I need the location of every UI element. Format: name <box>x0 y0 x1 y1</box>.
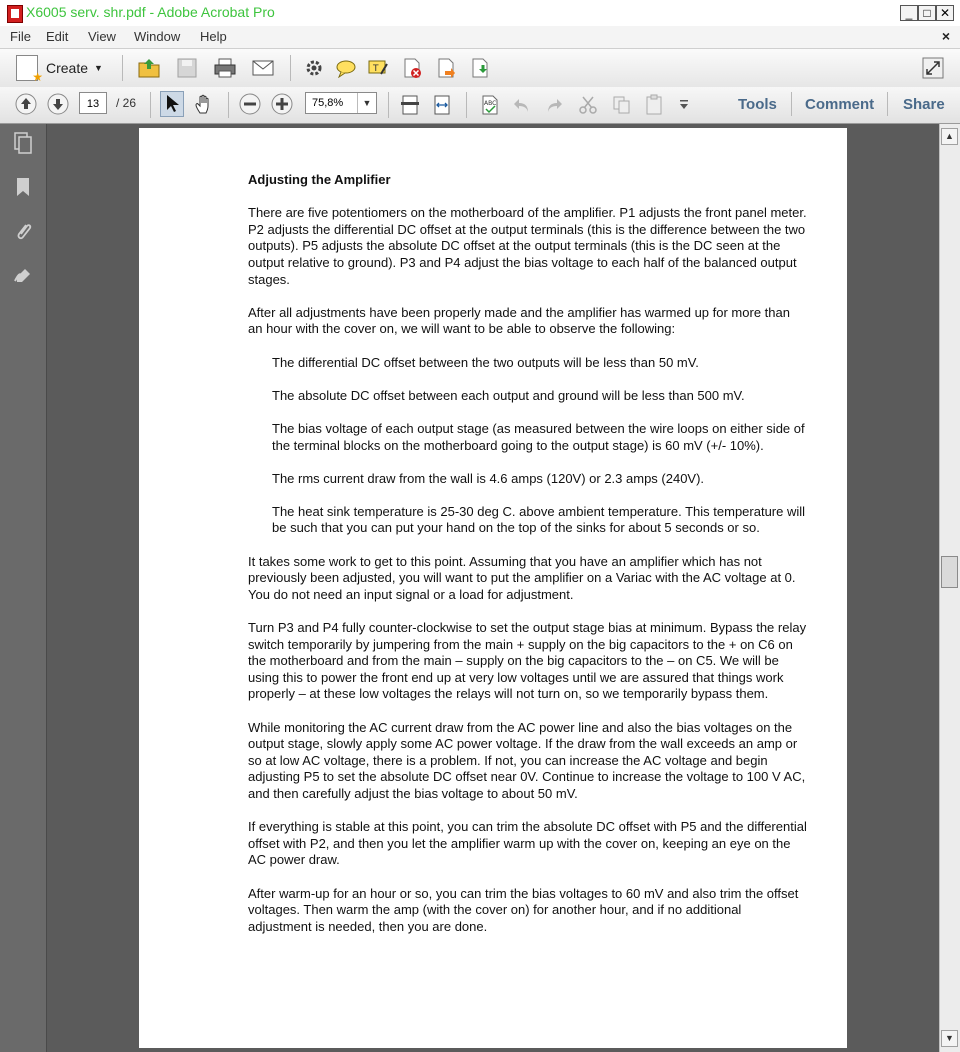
list-item: The bias voltage of each output stage (as measured between the wire loops on either side of the terminal blocks on the motherboard going to the output stage) is 60 mV (+/- 10%). <box>272 420 805 453</box>
share-pane-button[interactable]: Share <box>903 96 945 113</box>
paragraph: It takes some work to get to this point. Assuming that you have an amplifier which has not previously been adjusted, you will want to put the amplifier on a Variac with the AC voltage at 0. You do not need an input signal or a load for adjustment. <box>248 553 796 602</box>
acrobat-icon <box>7 5 23 23</box>
window-title: X6005 serv. shr.pdf - Adobe Acrobat Pro <box>26 4 275 20</box>
menu-file[interactable]: File <box>10 29 31 44</box>
toolbar-divider <box>388 92 389 118</box>
create-button[interactable] <box>10 53 110 83</box>
menu-help[interactable]: Help <box>200 29 227 44</box>
spell-check-icon[interactable] <box>478 92 502 118</box>
undo-icon[interactable] <box>510 92 534 118</box>
minimize-button[interactable]: _ <box>900 5 918 21</box>
toolbar-divider <box>887 92 888 116</box>
list-item: The absolute DC offset between each output and ground will be less than 500 mV. <box>272 387 745 403</box>
zoom-value: 75,8% <box>312 97 344 109</box>
menu-bar <box>0 26 960 48</box>
paragraph: If everything is stable at this point, you can trim the absolute DC offset with P5 and the differential offset with P2, and then you let the amplifier warm up with the cover on, keeping an eye on the AC power draw. <box>248 819 807 868</box>
vertical-scrollbar[interactable] <box>939 124 960 1052</box>
close-document-button[interactable]: × <box>941 28 950 44</box>
zoom-out-icon[interactable] <box>238 92 262 116</box>
list-item: The rms current draw from the wall is 4.6 amps (120V) or 2.3 amps (240V). <box>272 470 705 486</box>
reject-document-icon[interactable] <box>400 55 424 81</box>
scroll-up-button[interactable]: ▲ <box>941 128 958 145</box>
page-content <box>248 172 808 952</box>
export-document-icon[interactable] <box>468 55 492 81</box>
paragraph: There are five potentiomers on the motherboard of the amplifier. P1 adjusts the front panel meter. P2 adjusts the differential DC offset at the output terminals (this is the difference between the two outputs). P5 adjusts the absolute DC offset at the output terminals (this is the DC seen at the output relative to ground). P3 and P4 adjust the bias voltage to each half of the balanced output stages. <box>248 205 807 287</box>
comment-bubble-icon[interactable] <box>334 55 358 81</box>
paragraph: While monitoring the AC current draw from the AC power line and also the bias voltages on the output stage, slowly apply some AC power voltage. If the draw from the wall exceeds an amp or so at low AC voltage, there is a problem. If not, you can increase the AC voltage and begin adjusting P5 to set the absolute DC offset near 0V. Continue to increase the voltage to 100 V AC, and then carefully adjust the bias voltage to about 50 mV. <box>248 719 806 801</box>
toolbar-divider <box>290 55 291 81</box>
close-window-button[interactable]: ✕ <box>936 5 954 21</box>
list-item: The heat sink temperature is 25-30 deg C. above ambient temperature. This temperature will be such that you can put your hand on the top of the sinks for about 5 seconds or so. <box>272 503 806 536</box>
list-item: The differential DC offset between the two outputs will be less than 50 mV. <box>272 354 699 370</box>
paragraph: After all adjustments have been properly made and the amplifier has warmed up for more than an hour with the cover on, we will want to be able to observe the following: <box>248 304 790 337</box>
navigation-pane <box>0 124 47 1052</box>
toolbar-divider <box>466 92 467 118</box>
zoom-dropdown-button[interactable]: ▼ <box>357 93 376 113</box>
paragraph: Turn P3 and P4 fully counter-clockwise to set the output stage bias at minimum. Bypass the relay switch temporarily by jumpering from the main + supply on the big capacitors to the + on C6 on the motherboard and from the main – supply on the big capacitors to the – on C5. We will be using this to power the front end up at very low voltages until we are assured that things work properly – at these low voltages the relays will not turn on, so we temporarily bypass them. <box>248 620 807 702</box>
zoom-level-input[interactable] <box>305 92 377 114</box>
menu-view[interactable]: View <box>88 29 116 44</box>
fullscreen-icon[interactable] <box>920 55 946 81</box>
chevron-down-icon: ▼ <box>94 63 103 73</box>
gear-icon[interactable] <box>302 55 326 81</box>
more-tools-icon[interactable] <box>676 92 692 118</box>
comment-pane-button[interactable]: Comment <box>805 96 875 113</box>
main-toolbar <box>0 48 960 88</box>
attachments-icon[interactable] <box>12 220 34 242</box>
toolbar-divider <box>150 92 151 118</box>
redo-icon[interactable] <box>542 92 566 118</box>
maximize-button[interactable]: □ <box>918 5 936 21</box>
svg-text:ABC: ABC <box>484 100 497 107</box>
scrollbar-thumb[interactable] <box>941 556 958 588</box>
fit-page-icon[interactable] <box>398 92 422 118</box>
scroll-down-button[interactable]: ▼ <box>941 1030 958 1047</box>
page-number-input[interactable]: 13 <box>79 92 107 114</box>
send-document-icon[interactable] <box>434 55 458 81</box>
create-label: Create <box>46 60 89 76</box>
paste-icon[interactable] <box>642 92 666 118</box>
page-thumbnails-icon[interactable] <box>12 132 34 154</box>
title-bar <box>0 0 960 27</box>
pdf-page <box>139 128 847 1048</box>
toolbar-divider <box>228 92 229 118</box>
paragraph: After warm-up for an hour or so, you can trim the bias voltages to 60 mV and also trim the offset voltages. Then warm the amp (with the cover on) for another hour, and if no additional adjustment is needed, then you are done. <box>248 885 799 934</box>
toolbar-divider <box>791 92 792 116</box>
page-count: / 26 <box>116 96 137 110</box>
cut-icon[interactable] <box>576 92 600 118</box>
document-viewer[interactable] <box>47 124 939 1052</box>
toolbar-divider <box>122 55 123 81</box>
section-heading: Adjusting the Amplifier <box>248 172 391 187</box>
fit-width-icon[interactable] <box>430 92 454 118</box>
copy-icon[interactable] <box>610 92 634 118</box>
next-page-icon[interactable] <box>46 92 70 116</box>
open-folder-icon[interactable] <box>136 55 162 81</box>
email-icon[interactable] <box>250 55 276 81</box>
create-pdf-icon <box>16 55 38 81</box>
signatures-icon[interactable] <box>12 264 34 286</box>
bookmarks-icon[interactable] <box>12 176 34 198</box>
previous-page-icon[interactable] <box>14 92 38 116</box>
highlight-text-icon[interactable] <box>366 55 390 81</box>
svg-text:T: T <box>373 64 379 74</box>
hand-icon[interactable] <box>192 91 216 117</box>
tools-pane-button[interactable]: Tools <box>738 96 777 113</box>
print-icon[interactable] <box>212 55 238 81</box>
select-cursor-icon[interactable] <box>160 91 184 117</box>
save-icon[interactable] <box>174 55 200 81</box>
zoom-in-icon[interactable] <box>270 92 294 116</box>
menu-edit[interactable]: Edit <box>46 29 69 44</box>
menu-window[interactable]: Window <box>134 29 181 44</box>
